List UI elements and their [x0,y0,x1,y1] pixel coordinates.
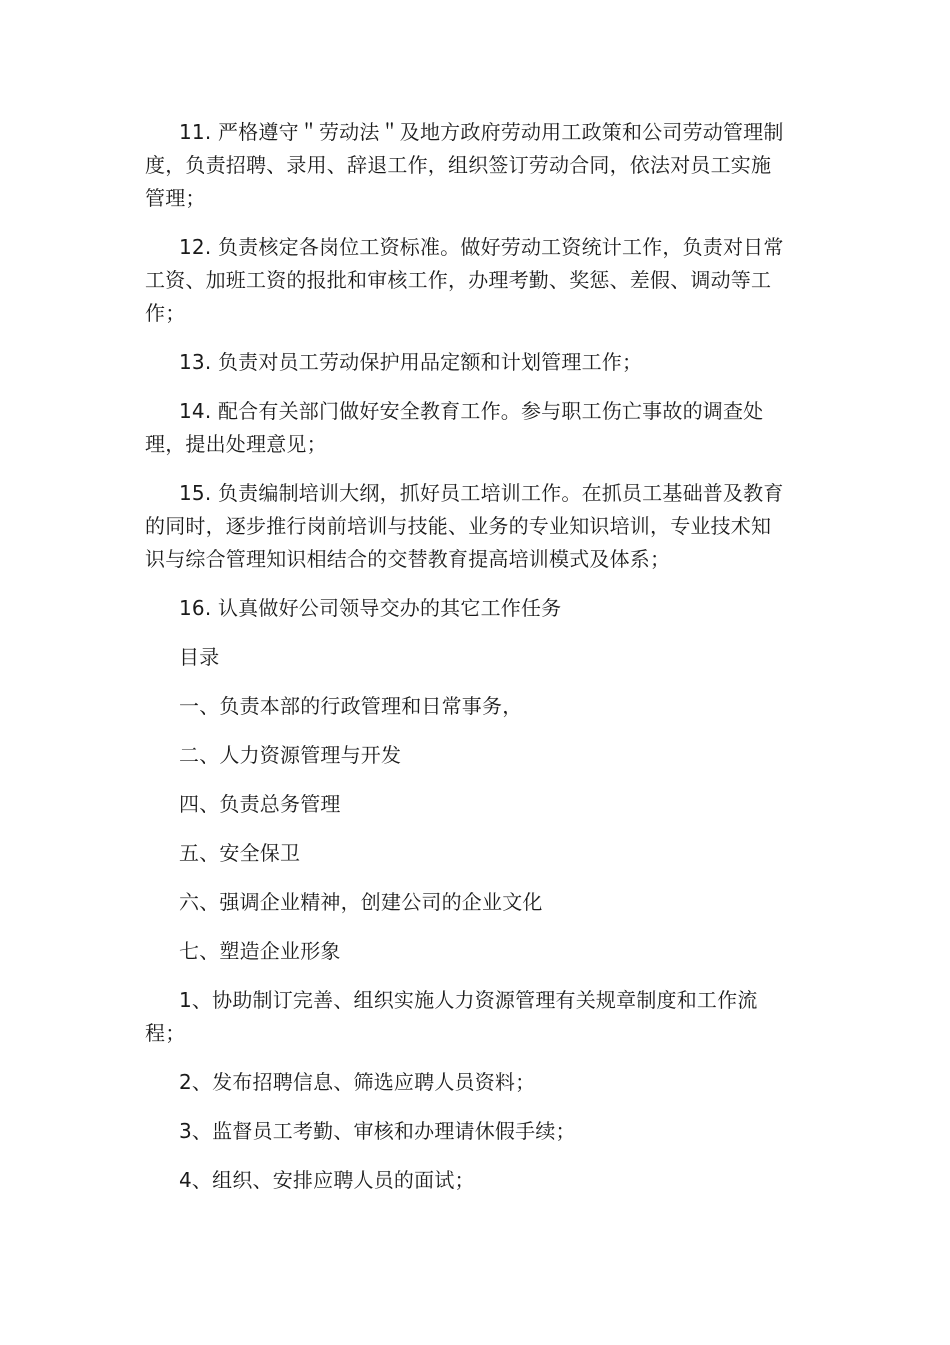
paragraph-item-11: 11. 严格遵守＂劳动法＂及地方政府劳动用工政策和公司劳动管理制度，负责招聘、录用、辞退工作，组织签订劳动合同，依法对员工实施管理； [145,120,784,210]
duty-item-3: 3、监督员工考勤、审核和办理请休假手续； [179,1119,576,1143]
paragraph-item-12: 12. 负责核定各岗位工资标准。做好劳动工资统计工作，负责对日常工资、加班工资的报批和审核工作，办理考勤、奖惩、差假、调动等工作； [145,235,784,325]
paragraph-item-13: 13. 负责对员工劳动保护用品定额和计划管理工作； [179,350,643,374]
toc-item-1: 一、负责本部的行政管理和日常事务， [179,694,523,718]
toc-item-4: 四、负责总务管理 [179,792,341,816]
paragraph-item-15: 15. 负责编制培训大纲，抓好员工培训工作。在抓员工基础普及教育的同时，逐步推行岗前培训与技能、业务的专业知识培训，专业技术知识与综合管理知识相结合的交替教育提高培训模式及体系； [145,481,784,571]
paragraph-item-16: 16. 认真做好公司领导交办的其它工作任务 [179,596,562,620]
toc-item-7: 七、塑造企业形象 [179,939,341,963]
paragraph-item-14: 14. 配合有关部门做好安全教育工作。参与职工伤亡事故的调查处理，提出处理意见； [145,399,764,456]
toc-item-6: 六、强调企业精神，创建公司的企业文化 [179,890,543,914]
toc-item-5: 五、安全保卫 [179,841,301,865]
duty-item-4: 4、组织、安排应聘人员的面试； [179,1168,475,1192]
document-body [145,116,785,1213]
toc-item-2: 二、人力资源管理与开发 [179,743,402,767]
duty-item-1: 1、协助制订完善、组织实施人力资源管理有关规章制度和工作流程； [145,988,758,1045]
toc-heading: 目录 [179,645,220,669]
duty-item-2: 2、发布招聘信息、筛选应聘人员资料； [179,1070,536,1094]
